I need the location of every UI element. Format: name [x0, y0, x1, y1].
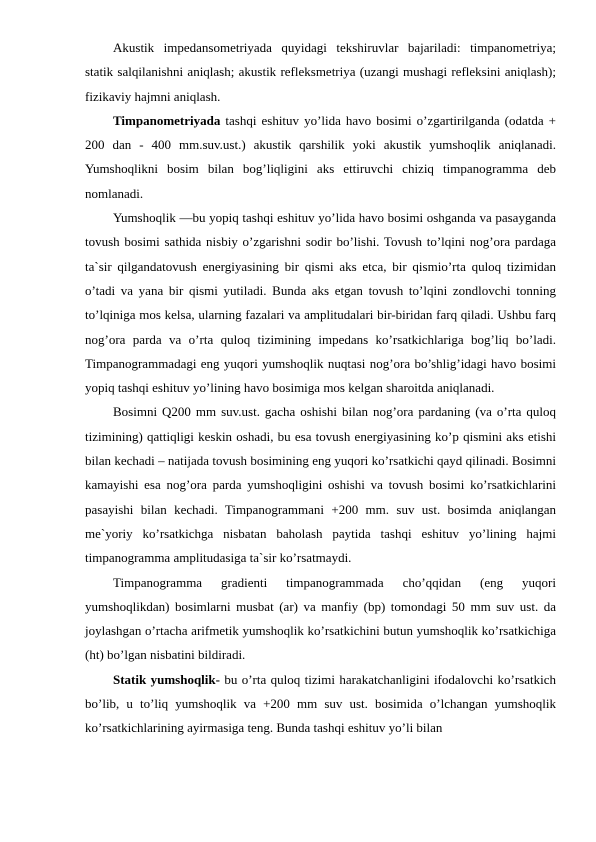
paragraph-pressure: [85, 400, 556, 570]
paragraph-bold-term: Statik yumshoqlik-: [113, 671, 220, 687]
paragraph-text: Bosimni Q200 mm suv.ust. gacha oshishi bilan nog’ora pardaning (va o’rta quloq tizimining) qattiqligi keskin oshadi, bu esa tovush energiyasining ko’p qismini aks etishi bilan kechadi – natijada tovush bosimining eng yuqori ko’rsatkichi qayd qilinadi. Bosimni kamayishi esa nog’ora parda yumshoqligini oshishi va tovush bosimi ko’rsatkichlarini pasayishi bilan kechadi. Timpanogrammani +200 mm. suv ust. bosimda aniqlangan me`yoriy ko’rsatkichga nisbatan baholash paytida tashqi eshituv yo’lining hajmi timpanogramma amplitudasiga ta`sir ko’rsatmaydi.: [85, 404, 556, 566]
paragraph-compliance: [85, 206, 556, 400]
paragraph-static-compliance: [85, 668, 556, 741]
paragraph-text: Akustik impedansometriyada quyidagi tekshiruvlar bajariladi: timpanometriya; statik salqilanishni aniqlash; akustik refleksmetriya (uzangi mushagi refleksini aniqlash); fizikaviy hajmni aniqlash.: [85, 40, 556, 104]
paragraph-text: tashqi eshituv yo’lida havo bosimi o’zgartirilganda (odatda + 200 dan - 400 mm.suv.ust.) akustik qarshilik yoki akustik yumshoqlik aniqlanadi. Yumshoqlikni bosim bilan bog’liqligini aks ettiruvchi chiziq timpanogramma deb nomlanadi.: [85, 112, 556, 201]
paragraph-tympanometry: [85, 109, 556, 206]
paragraph-tests-list: [85, 36, 556, 109]
paragraph-text: Timpanogramma gradienti timpanogrammada cho’qqidan (eng yuqori yumshoqlikdan) bosimlarni musbat (ar) va manfiy (bp) tomondagi 50 mm suv ust. da joylashgan o’rtacha arifmetik yumshoqlik ko’rsatkichini butun yumshoqlik ko’rsatkichiga (ht) bo’lgan nisbatini bildiradi.: [85, 574, 556, 663]
paragraph-text: bu o’rta quloq tizimi harakatchanligini ifodalovchi ko’rsatkich bo’lib, u to’liq yumshoqlik va +200 mm suv ust. bosimida o’lchangan yumshoqlik ko’rsatkichlarining ayirmasiga teng. Bunda tashqi eshituv yo’li bilan: [85, 671, 556, 736]
paragraph-bold-term: Timpanometriyada: [113, 112, 221, 128]
document-page: [85, 36, 556, 741]
paragraph-gradient: [85, 571, 556, 668]
paragraph-text: Yumshoqlik —bu yopiq tashqi eshituv yo’lida havo bosimi oshganda va pasayganda tovush bosimi sathida nisbiy o’zgarishni sodir bo’lishi. Tovush to’lqini nog’ora pardaga ta`sir qilgandatovush energiyasining bir qismi aks etca, bir qismio’rta quloq tizimidan o’tadi va yana bir qismi yutiladi. Bunda aks etgan tovush to’lqini zondlovchi tonning to’lqiniga mos kelsa, ularning fazalari va amplitudalari bir-biridan farq qiladi. Ushbu farq nog’ora parda va o’rta quloq tizimining impedans ko’rsatkichlariga bog’liq bo’ladi. Timpanogrammadagi eng yuqori yumshoqlik nuqtasi nog’ora bo’shlig’idagi havo bosimi yopiq tashqi eshituv yo’lining havo bosimiga mos kelgan sharoitda aniqlanadi.: [85, 210, 556, 396]
